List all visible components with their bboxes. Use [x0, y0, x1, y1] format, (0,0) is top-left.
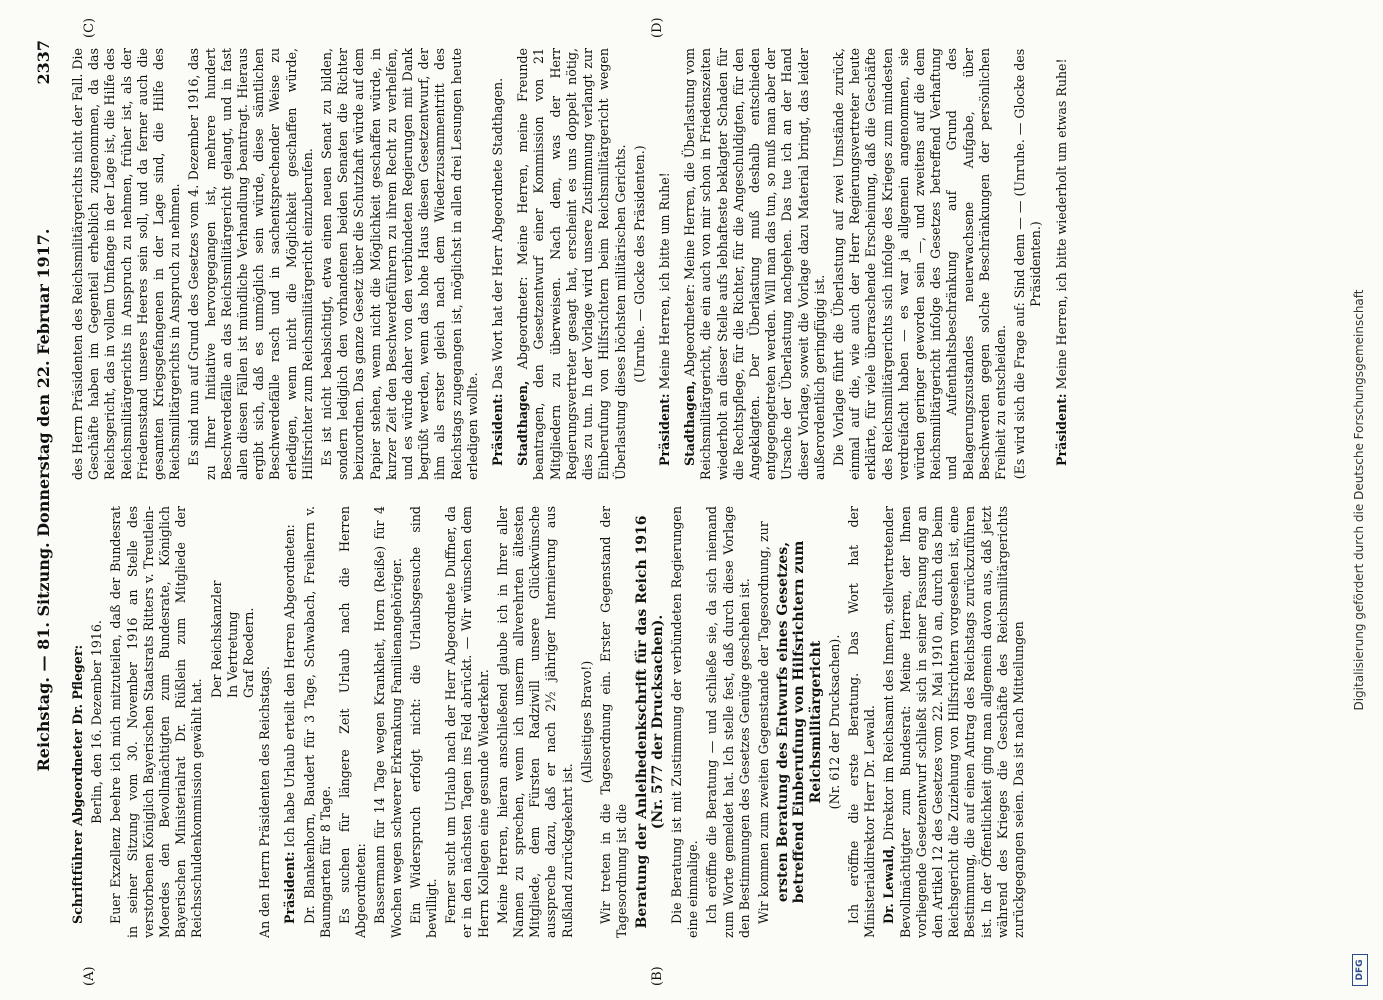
page-header [28, 40, 68, 960]
paragraph: Wir treten in die Tagesordnung ein. Erster Gegenstand der Tagesordnung ist die [598, 506, 630, 938]
paragraph: Stadthagen, Abgeordneter: Meine Herren, die Überlastung vom Reichsmilitärgericht, die ein auch von mir schon in Friedenszeiten wiederholt an dieser Stelle aufs lebhafteste beklagter Schaden für die Rechtspflege, für die Richter, für die Angeschuldigten, für den Angeklagten. Der Überlastung muß deshalb entschieden entgegengetreten werden. Will man das tun, so muß man aber der Ursache der Überlastung nachgehen. Das tue ich an der Hand dieser Vorlage, soweit die Vorlage dazu Material bringt, das leider außerordentlich geringfügig ist. [682, 48, 827, 480]
signature-line: In Vertretung [224, 611, 240, 698]
paragraph: Wir kommen zum zweiten Gegenstande der Tagesordnung, zur [755, 521, 771, 924]
speaker-name: Präsident: [656, 393, 672, 466]
paragraph: Präsident: Meine Herren, ich bitte um Ruhe! [656, 172, 672, 466]
paragraph: Die Vorlage führt die Überlastung auf zwei Umstände zurück, einmal auf die, wie auch der Herr Regierungsvertreter heute erklärte, für viele überraschende Erscheinung, daß die Geschäfte des Reichsmilitärgerichts sich infolge des Krieges zum mindesten verdreifacht haben — es war ja allgemein angenommen, sie würden geringer geworden sein —, und zweitens auf die dem Reichsmilitärgericht infolge des Gesetzes betreffend Verhaftung und Aufenthaltsbeschränkung auf Grund des Belagerungszustandes neuerwachsene Aufgabe, über Beschwerden gegen solche Beschränkungen der persönlichen Freiheit zu entscheiden. [830, 48, 1008, 480]
paragraph: Ferner sucht um Urlaub nach der Herr Abgeordnete Duffner, da er in den nächsten Tagen ins Feld abrückt. — Wir wünschen dem Herrn Kollegen eine gesunde Wiederkehr. [443, 506, 491, 938]
agenda-item: ersten Beratung des Entwurfs eines Gesetzes, betreffend Einberufung von Hilfsrichtern zum Reichsmilitärgericht [775, 540, 824, 904]
interjection: (Allseitiges Bravo!) [578, 660, 594, 784]
letter-date: Berlin, den 16. Dezember 1916. [89, 620, 105, 824]
margin-mark-d: (D) [650, 17, 665, 38]
signature-line: Graf Roedern. [241, 607, 257, 698]
paragraph: Bassermann für 14 Tage wegen Krankheit, Horn (Reiße) für 4 Wochen wegen schwerer Erkrankung Familienangehöriger. [372, 506, 404, 938]
margin-mark-b: (B) [650, 966, 665, 986]
speaker-name: Präsident: [1053, 393, 1069, 466]
paragraph: Dr. Lewald, Direktor im Reichsamt des Innern, stellvertretender Bevollmächtigter zum Bundesrat: Meine Herren, der Ihnen vorliegende Gesetzentwurf schließt sich in seiner Fassung eng an den Artikel 12 des Gesetzes vom 22. Mai 1910 an, durch das beim Reichsgericht die Zuziehung von Hilfsrichtern vorgesehen ist, eine Bestimmung, die auf einen Antrag des Reichstags zurückzuführen ist. In der Öffentlichkeit ging man allgemein davon aus, daß jetzt während des Krieges die Geschäfte des Reichsmilitärgerichts zurückgegangen seien. Das ist nach Mitteilungen [881, 506, 1026, 938]
paragraph: Ich eröffne die erste Beratung. Das Wort hat der Ministerialdirektor Herr Dr. Lewald. [845, 506, 878, 938]
paragraph: Es sind nun auf Grund des Gesetzes vom 4. Dezember 1916, das zu Ihrer Initiative hervorgegangen ist, mehrere hundert Beschwerdefälle an das Reichsmilitärgericht gelangt, und in fast allen diesen Fällen ist mündliche Verhandlung beantragt. Hieraus ergibt sich, daß es unmöglich sein würde, diese sämtlichen Beschwerdefälle rasch und in sachentsprechender Weise zu erledigen, wenn nicht die Möglichkeit geschaffen würde, Hilfsrichter zum Reichsmilitärgericht einzuberufen. [186, 48, 315, 480]
paragraph: Dr. Blankenhorn, Baudert für 3 Tage, Schwabach, Freiherrn v. Baumgarten für 8 Tage. [301, 506, 333, 938]
paragraph: Präsident: Ich habe Urlaub erteilt den Herren Abgeordneten: [282, 524, 298, 924]
margin-mark-c: (C) [82, 17, 97, 38]
speaker-name: Präsident: [490, 393, 506, 466]
signature-line: Der Reichskanzler [208, 580, 224, 698]
interjection: (Es wird sich die Frage auf: Sind denn — — (Unruhe. — Glocke des Präsidenten.) [1012, 48, 1044, 480]
dfg-logo-icon: DFG [1352, 954, 1368, 986]
paragraph: Es suchen für längere Zeit Urlaub nach die Herren Abgeordneten: [337, 506, 369, 938]
speaker-name: Präsident: [282, 851, 298, 924]
paragraph: Schriftführer Abgeordneter Dr. Pfleger: [70, 644, 85, 924]
paragraph: Ein Widerspruch erfolgt nicht: die Urlaubsgesuche sind bewilligt. [407, 506, 440, 938]
paragraph: Ich eröffne die Beratung — und schließe sie, da sich niemand zum Worte gemeldet hat. Ich stelle fest, daß durch diese Vorlage den Bestimmungen des Gesetzes Genüge geschehen ist. [704, 506, 752, 938]
paragraph: des Herrn Präsidenten des Reichsmilitärgerichts nicht der Fall. Die Geschäfte haben im Gegenteil erheblich zugenommen, da das Reichsgericht, das in vollem Umfange in der Lage ist, die Hilfe des Reichsmilitärgerichts in Anspruch zu nehmen, früher ist, als der Friedensstand unseres Heeres sein soll, und da ferner auch die gesamten Kriegsgefangenen in der Lage sind, die Hilfe des Reichsmilitärgerichts in Anspruch zu nehmen. [70, 48, 183, 480]
page-number: 2337 [34, 40, 53, 85]
speaker-name: Dr. Lewald, [881, 844, 897, 924]
paragraph: Stadthagen, Abgeordneter: Meine Herren, meine Freunde beantragen, den Gesetzentwurf einer Kommission von 21 Mitgliedern zu überweisen. Nach dem, was der Herr Regierungsvertreter gesagt hat, erscheint es uns doppelt nötig, dies zu tun. In der Vorlage wird unsere Zustimmung verlangt zur Einberufung von Hilfsrichtern beim Reichsmilitärgericht wegen Überlastung dieses höchsten militärischen Gerichts. [515, 48, 628, 480]
digitization-footer: Digitalisierung gefördert durch die Deutsche Forschungsgemeinschaft [1352, 289, 1366, 711]
agenda-item: Beratung der Anleihedenkschrift für das Reich 1916 (Nr. 577 der Drucksachen). [633, 515, 666, 929]
speaker-name: Stadthagen, [515, 380, 531, 466]
paragraph: Es ist nicht beabsichtigt, etwa einen neuen Senat zu bilden, sondern lediglich den vorhandenen beiden Senaten die Richter beizuordnen. Das ganze Gesetz über die Schutzhaft würde auf dem Papier stehen, wenn nicht die Möglichkeit geschaffen würde, in kurzer Zeit den Beschwerdeführern zu ihrem Recht zu verhelfen, und es würde daher von den verbündeten Regierungen mit Dank begrüßt werden, wenn das hohe Haus diesen Gesetzentwurf, der ihm als erster gleich nach dem Wiederzusammentritt des Reichstags zugegangen ist, möglichst in allen drei Lesungen heute erledigen wollte. [319, 48, 480, 480]
paragraph: Präsident: Meine Herren, ich bitte wiederholt um etwas Ruhe! [1053, 58, 1069, 466]
header-title: Reichstag. — 81. Sitzung. Donnerstag den 22. Februar 1917. [34, 228, 53, 772]
right-column [70, 48, 1300, 480]
margin-mark-a: (A) [82, 966, 97, 986]
paragraph: Meine Herren, hieran anschließend glaube ich in Ihrer aller Namen zu sprechen, wenn ich unserm allverehrten ältesten Mitgliede, dem Fürsten Radziwill unsere Glückwünsche ausspreche dazu, daß er nach 2½ jähriger Internierung aus Rußland zurückgekehrt ist. [494, 506, 575, 938]
paragraph: An den Herrn Präsidenten des Reichstags. [257, 666, 273, 938]
paragraph: (Nr. 612 der Drucksachen). [826, 634, 842, 810]
paragraph: Präsident: Das Wort hat der Herr Abgeordnete Stadthagen. [490, 77, 506, 466]
paragraph: Die Beratung ist mit Zustimmung der verbündeten Regierungen eine einmalige. [668, 506, 701, 938]
interjection: (Unruhe. — Glocke des Präsidenten.) [631, 145, 647, 383]
left-column [70, 506, 1300, 938]
speaker-name: Stadthagen, [682, 380, 698, 466]
paragraph: Euer Exzellenz beehre ich mich mitzuteilen, daß der Bundesrat in seiner Sitzung vom 30. November 1916 an Stelle des verstorbenen Königlich Bayerischen Staatsrats Ritters v. Treutlein-Moerdes den Bevollmächtigten zum Bundesrate, Königlich Bayerischen Ministerialrat Dr. Rüßlein zum Mitgliede der Reichsschuldenkommission gewählt hat. [108, 506, 205, 938]
